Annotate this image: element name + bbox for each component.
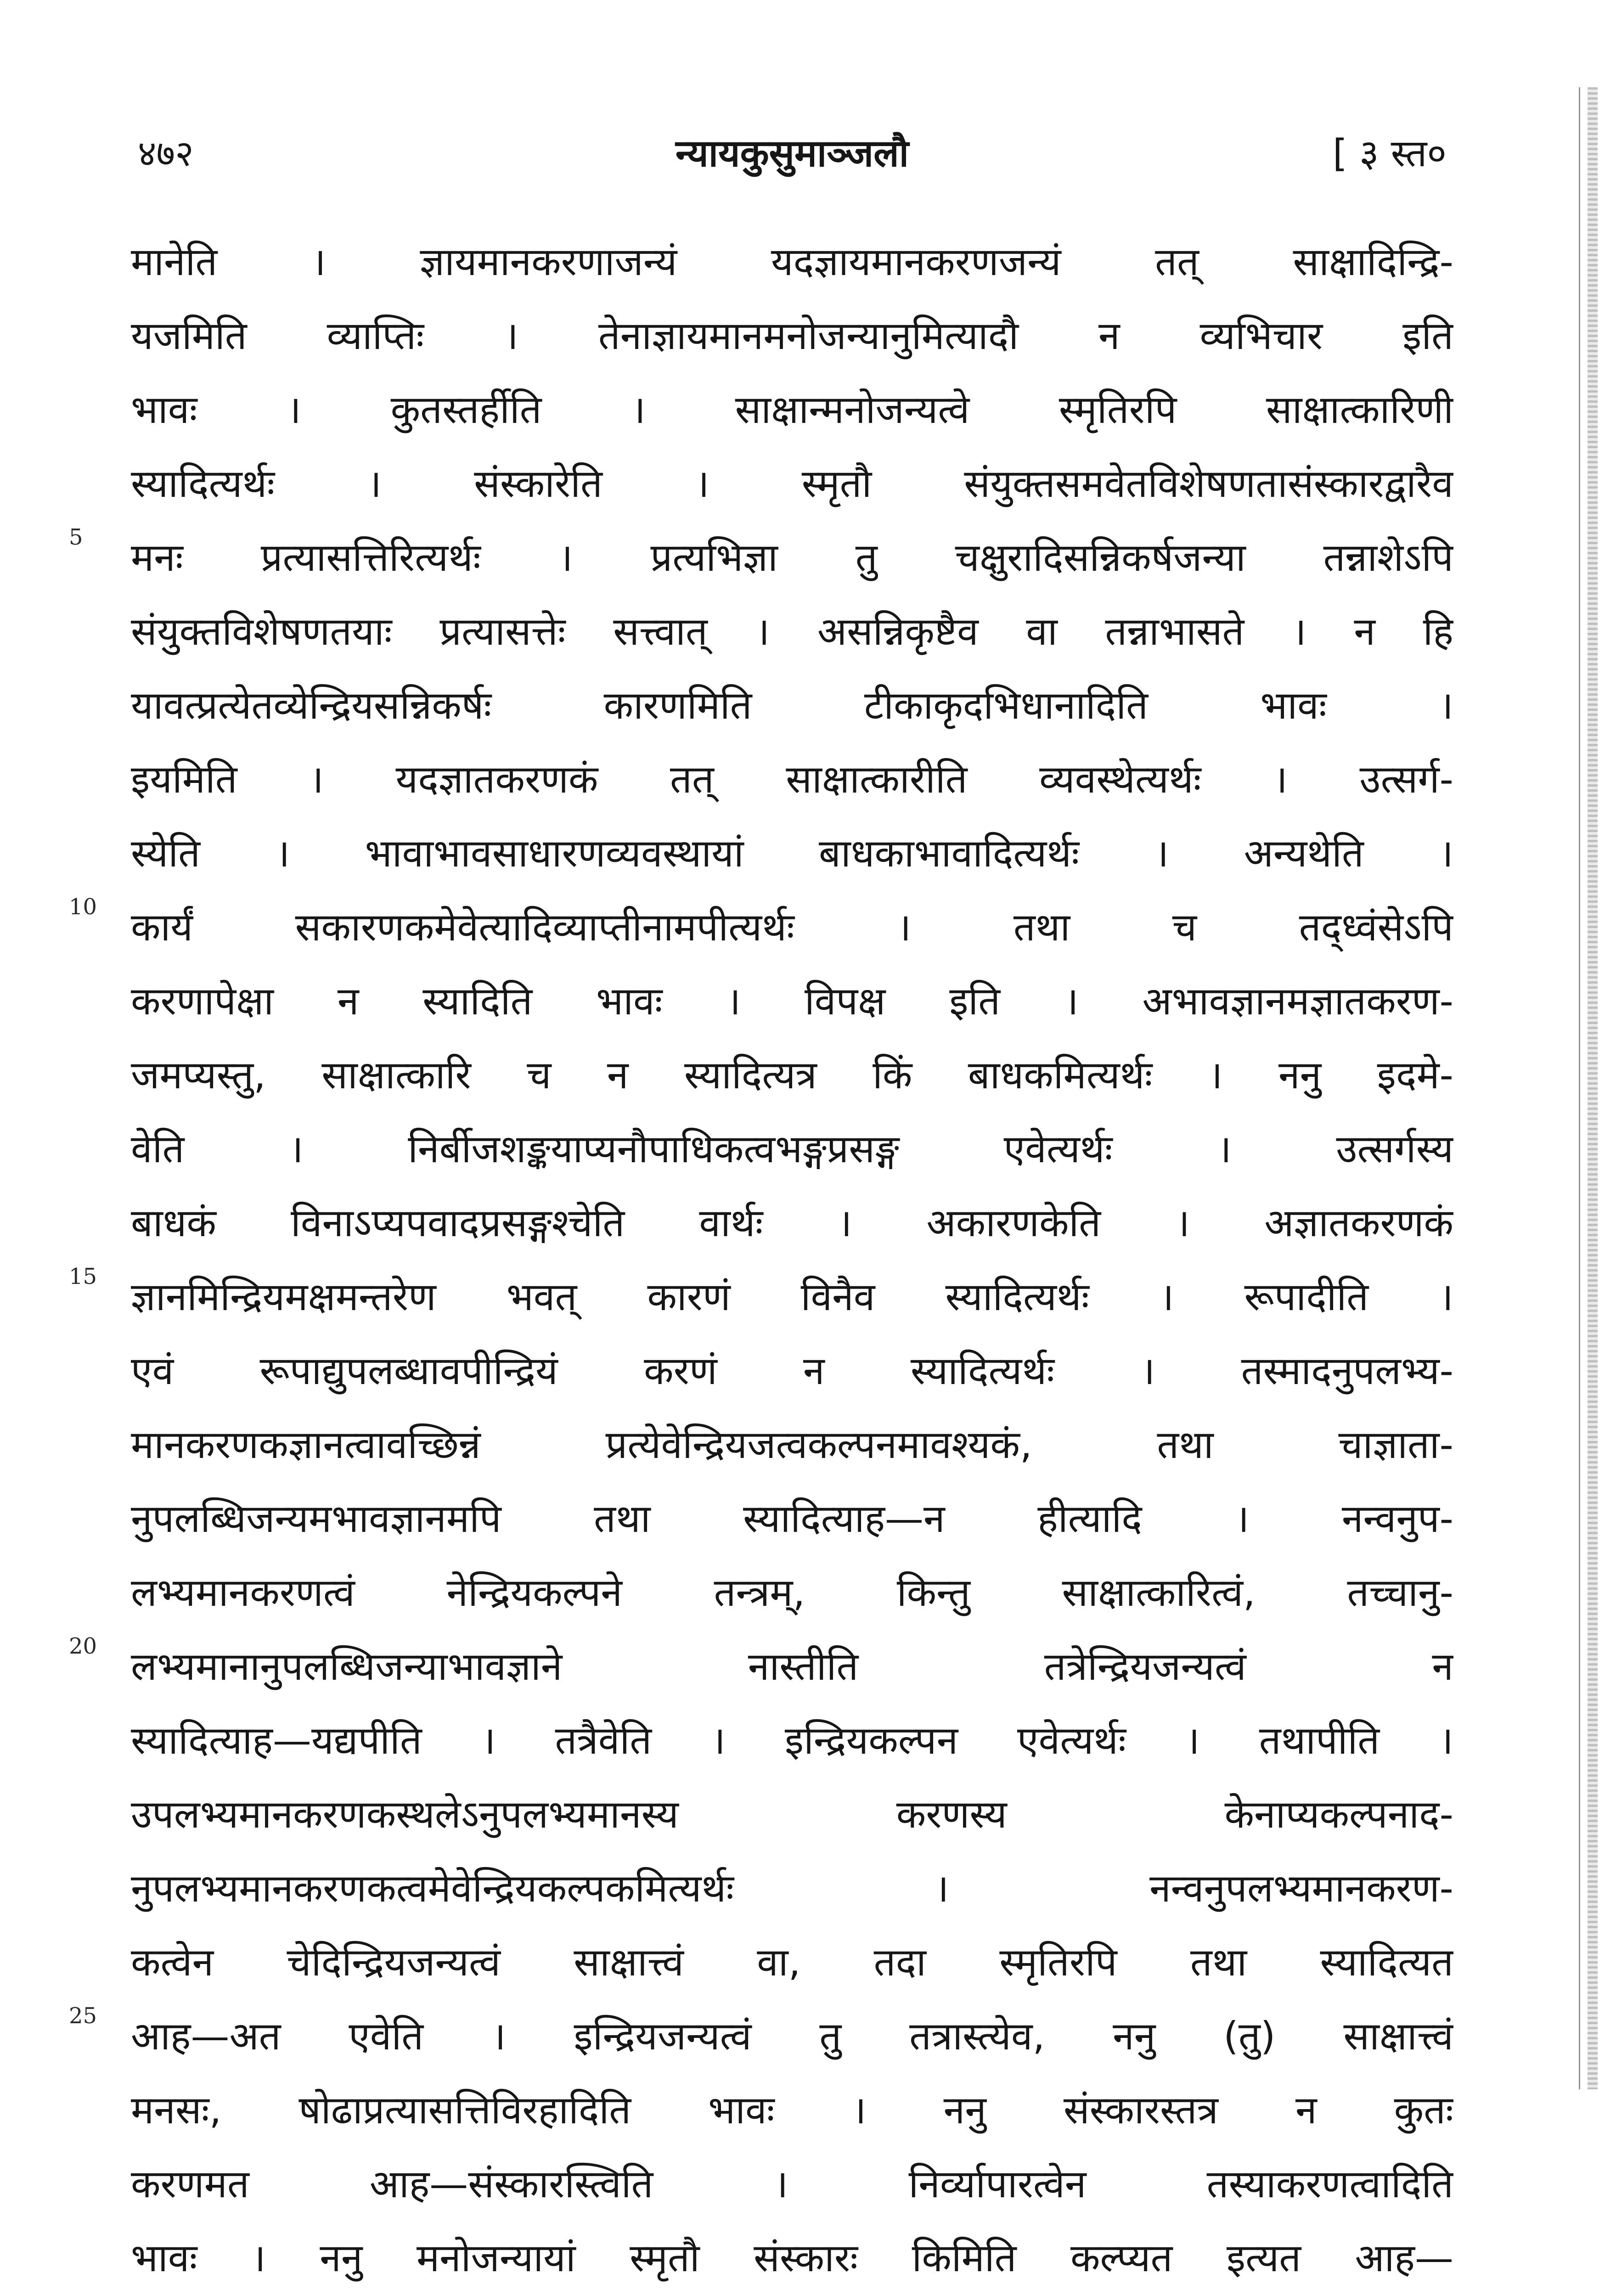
text-line: यजमिति व्याप्तिः । तेनाज्ञायमानमनोजन्यानुमित्यादौ न व्यभिचार इति [131,313,1453,358]
text-line: स्यादित्यर्थः । संस्कारेति । स्मृतौ संयुक्तसमवेतविशेषणतासंस्कारद्वारैव [131,461,1453,506]
text-line: जमप्यस्तु, साक्षात्कारि च न स्यादित्यत्र किं बाधकमित्यर्थः । ननु इदमे- [131,1052,1453,1097]
running-title: न्यायकुसुमाञ्जलौ [676,132,909,175]
text-line: नुपलब्धिजन्यमभावज्ञानमपि तथा स्यादित्याह—न हीत्यादि । नन्वनुप- [131,1496,1453,1541]
section-mark: [ ३ स्त० [1332,132,1447,175]
text-line: आह—अत एवेति । इन्द्रियजन्यत्वं तु तत्रास्त्येव, ननु (तु) साक्षात्त्वं [131,2014,1453,2059]
line-number: 10 [69,894,97,920]
text-line: कार्यं सकारणकमेवेत्यादिव्याप्तीनामपीत्यर्थः । तथा च तद्ध्वंसेऽपि [131,905,1453,950]
text-line: ज्ञानमिन्द्रियमक्षमन्तरेण भवत् कारणं विनैव स्यादित्यर्थः । रूपादीति । [131,1274,1453,1319]
text-line: स्येति । भावाभावसाधारणव्यवस्थायां बाधकाभावादित्यर्थः । अन्यथेति । [131,831,1453,876]
binding-edge [1588,87,1598,2089]
text-line: करणापेक्षा न स्यादिति भावः । विपक्ष इति । अभावज्ञानमज्ञातकरण- [131,979,1453,1024]
text-line: उपलभ्यमानकरणकस्थलेऽनुपलभ्यमानस्य करणस्य केनाप्यकल्पनाद- [131,1792,1453,1837]
text-line: लभ्यमानकरणत्वं नेन्द्रियकल्पने तन्त्रम्, किन्तु साक्षात्कारित्वं, तच्चानु- [131,1570,1453,1615]
page-header [138,124,1447,193]
line-number: 20 [69,1633,97,1659]
text-line: स्यादित्याह—यद्यपीति । तत्रैवेति । इन्द्रियकल्पन एवेत्यर्थः । तथापीति । [131,1718,1453,1763]
line-number: 15 [69,1264,97,1289]
text-line: लभ्यमानानुपलब्धिजन्याभावज्ञाने नास्तीति तत्रेन्द्रियजन्यत्वं न [131,1644,1453,1689]
text-line [131,2295,1453,2296]
text-line: नुपलभ्यमानकरणकत्वमेवेन्द्रियकल्पकमित्यर्थः । नन्वनुपलभ्यमानकरण- [131,1866,1453,1911]
text-line: मनसः, षोढाप्रत्यासत्तिविरहादिति भावः । ननु संस्कारस्तत्र न कुतः [131,2088,1453,2133]
text-line: इयमिति । यदज्ञातकरणकं तत् साक्षात्कारीति व्यवस्थेत्यर्थः । उत्सर्ग- [131,757,1453,802]
text-line: मानेति । ज्ञायमानकरणाजन्यं यदज्ञायमानकरणजन्यं तत् साक्षादिन्द्रि- [131,239,1453,284]
text-line: यावत्प्रत्येतव्येन्द्रियसन्निकर्षः कारणमिति टीकाकृदभिधानादिति भावः । [131,683,1453,728]
text-line: मनः प्रत्यासत्तिरित्यर्थः । प्रत्यभिज्ञा तु चक्षुरादिसन्निकर्षजन्या तन्नाशेऽपि [131,535,1453,580]
page-number: ४७२ [138,133,194,174]
binding-edge-line [1579,87,1580,2089]
line-number: 25 [69,2003,97,2029]
text-line: मानकरणकज्ञानत्वावच्छिन्नं प्रत्येवेन्द्रियजत्वकल्पनमावश्यकं, तथा चाज्ञाता- [131,1422,1453,1467]
text-line: संयुक्तविशेषणतयाः प्रत्यासत्तेः सत्त्वात् । असन्निकृष्टैव वा तन्नाभासते । न हि [131,609,1453,654]
text-line: करणमत आह—संस्कारस्त्विति । निर्व्यापारत्वेन तस्याकरणत्वादिति [131,2161,1453,2206]
text-line: कत्वेन चेदिन्द्रियजन्यत्वं साक्षात्त्वं वा, तदा स्मृतिरपि तथा स्यादित्यत [131,1940,1453,1985]
text-line: भावः । कुतस्तर्हीति । साक्षान्मनोजन्यत्वे स्मृतिरपि साक्षात्कारिणी [131,387,1453,432]
text-line: भावः । ननु मनोजन्यायां स्मृतौ संस्कारः किमिति कल्प्यत इत्यत आह— [131,2235,1453,2280]
line-number: 5 [69,524,83,550]
text-line: वेति । निर्बीजशङ्कयाप्यनौपाधिकत्वभङ्गप्रसङ्ग एवेत्यर्थः । उत्सर्गस्य [131,1126,1453,1171]
text-line: बाधकं विनाऽप्यपवादप्रसङ्गश्चेति वार्थः । अकारणकेति । अज्ञातकरणकं [131,1200,1453,1245]
commentary-text [131,225,1453,2296]
text-line: एवं रूपाद्युपलब्धावपीन्द्रियं करणं न स्यादित्यर्थः । तस्मादनुपलभ्य- [131,1348,1453,1393]
